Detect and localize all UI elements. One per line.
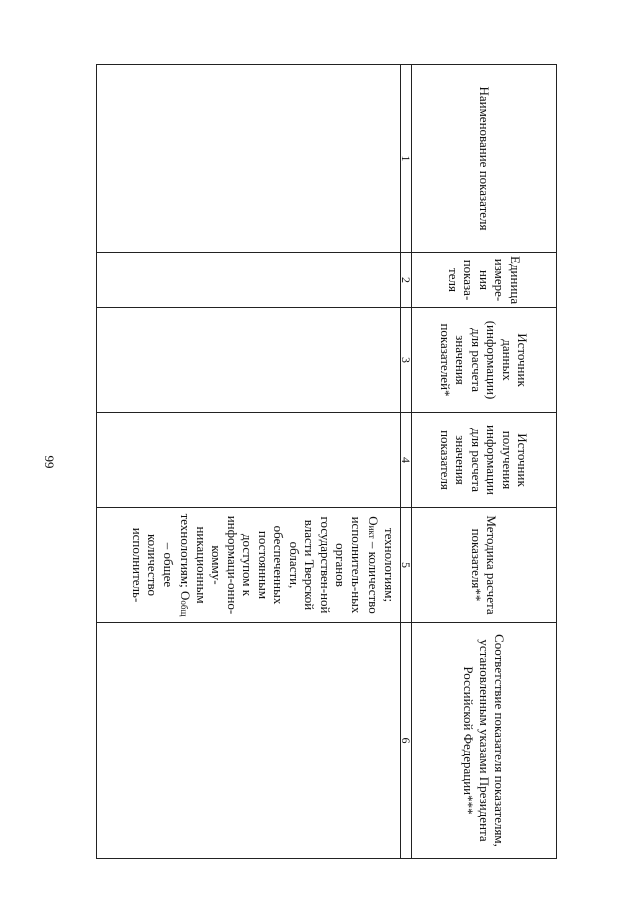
cell-methodology xyxy=(97,508,401,623)
o-obsh-subscript: общ xyxy=(179,600,190,617)
cell-indicator-name xyxy=(97,65,401,253)
o-obsh-symbol: О xyxy=(178,591,194,601)
rotated-table-container xyxy=(96,64,557,858)
cell-data-source xyxy=(97,308,401,413)
header-info-source: Источник получения информации для расчета значения показателя xyxy=(412,413,557,508)
header-unit: Единица измере-ния показа-теля xyxy=(412,253,557,308)
header-data-source: Источник данных (информации) для расчета значения показателей* xyxy=(412,308,557,413)
rotated-table-wrapper xyxy=(96,64,557,858)
methodology-line: технологиям; xyxy=(382,527,397,603)
column-number: 1 xyxy=(401,65,412,253)
o-obsh-description: – общее количество исполнитель- xyxy=(130,527,176,603)
cell-unit xyxy=(97,253,401,308)
cell-correspondence xyxy=(97,623,401,859)
column-number: 3 xyxy=(401,308,412,413)
o-ikt-description: – количество исполнитель-ных органов государствен-ной власти Тверской области, обеспеченных постоянным доступом к информаци-онно-комму-никационным технологиям; xyxy=(178,513,382,615)
column-number: 5 xyxy=(401,508,412,623)
page-number: 99 xyxy=(42,455,57,469)
o-ikt-symbol: О xyxy=(366,516,382,526)
table-row xyxy=(97,65,401,859)
column-number: 6 xyxy=(401,623,412,859)
column-number-row xyxy=(401,65,412,859)
header-methodology: Методика расчета показателя** xyxy=(412,508,557,623)
cell-info-source xyxy=(97,413,401,508)
table-header-row xyxy=(412,65,557,859)
column-number: 2 xyxy=(401,253,412,308)
header-correspondence: Соответствие показателя показателям, установленным указами Президента Российской Федерации*** xyxy=(412,623,557,859)
indicator-table xyxy=(96,64,557,859)
o-ikt-subscript: икт xyxy=(367,525,378,539)
column-number: 4 xyxy=(401,413,412,508)
header-indicator-name: Наименование показателя xyxy=(412,65,557,253)
